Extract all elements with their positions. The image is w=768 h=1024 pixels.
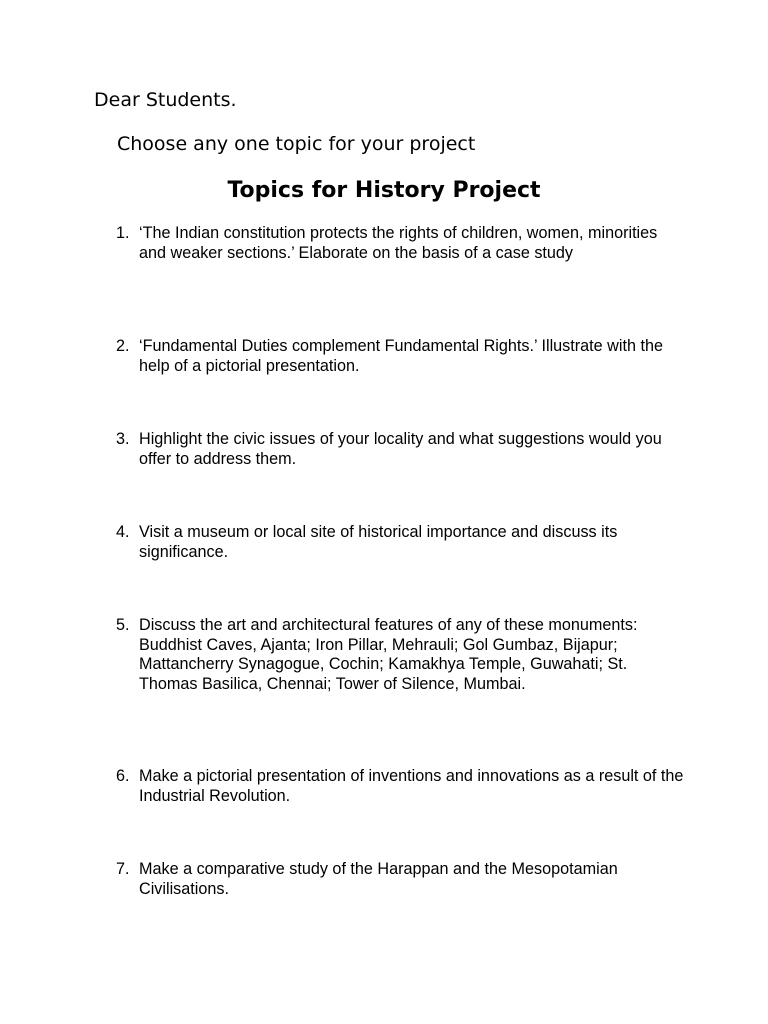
topic-number: 4. — [116, 523, 130, 541]
topic-text: Highlight the civic issues of your locality and what suggestions would you offer to address them. — [139, 430, 662, 468]
topic-text: Make a comparative study of the Harappan and the Mesopotamian Civilisations. — [139, 860, 618, 898]
topic-number: 2. — [116, 337, 130, 355]
topic-item — [116, 616, 686, 694]
topic-number: 1. — [116, 224, 130, 242]
topic-text: ‘Fundamental Duties complement Fundamental Rights.’ Illustrate with the help of a pictorial presentation. — [139, 337, 663, 375]
topic-number: 5. — [116, 616, 130, 634]
topic-text: Discuss the art and architectural features of any of these monuments: Buddhist Caves, Ajanta; Iron Pillar, Mehrauli; Gol Gumbaz, Bijapur; Mattancherry Synagogue, Cochin; Kamakhya Temple, Guwahati; St. Thomas Basilica, Chennai; Tower of Silence, Mumbai. — [139, 616, 638, 693]
topic-item — [116, 767, 686, 806]
topic-number: 6. — [116, 767, 130, 785]
topic-number: 3. — [116, 430, 130, 448]
instruction: Choose any one topic for your project — [117, 133, 476, 155]
topic-item — [116, 224, 686, 263]
topic-item — [116, 860, 686, 899]
topic-text: Make a pictorial presentation of inventions and innovations as a result of the Industrial Revolution. — [139, 767, 684, 805]
topic-text: Visit a museum or local site of historical importance and discuss its significance. — [139, 523, 618, 561]
topic-item — [116, 430, 686, 469]
document-title: Topics for History Project — [227, 178, 541, 203]
topic-text: ‘The Indian constitution protects the rights of children, women, minorities and weaker sections.’ Elaborate on the basis of a case study — [139, 224, 658, 262]
topic-item — [116, 337, 686, 376]
topic-item — [116, 523, 686, 562]
greeting: Dear Students. — [94, 89, 237, 111]
topic-number: 7. — [116, 860, 130, 878]
